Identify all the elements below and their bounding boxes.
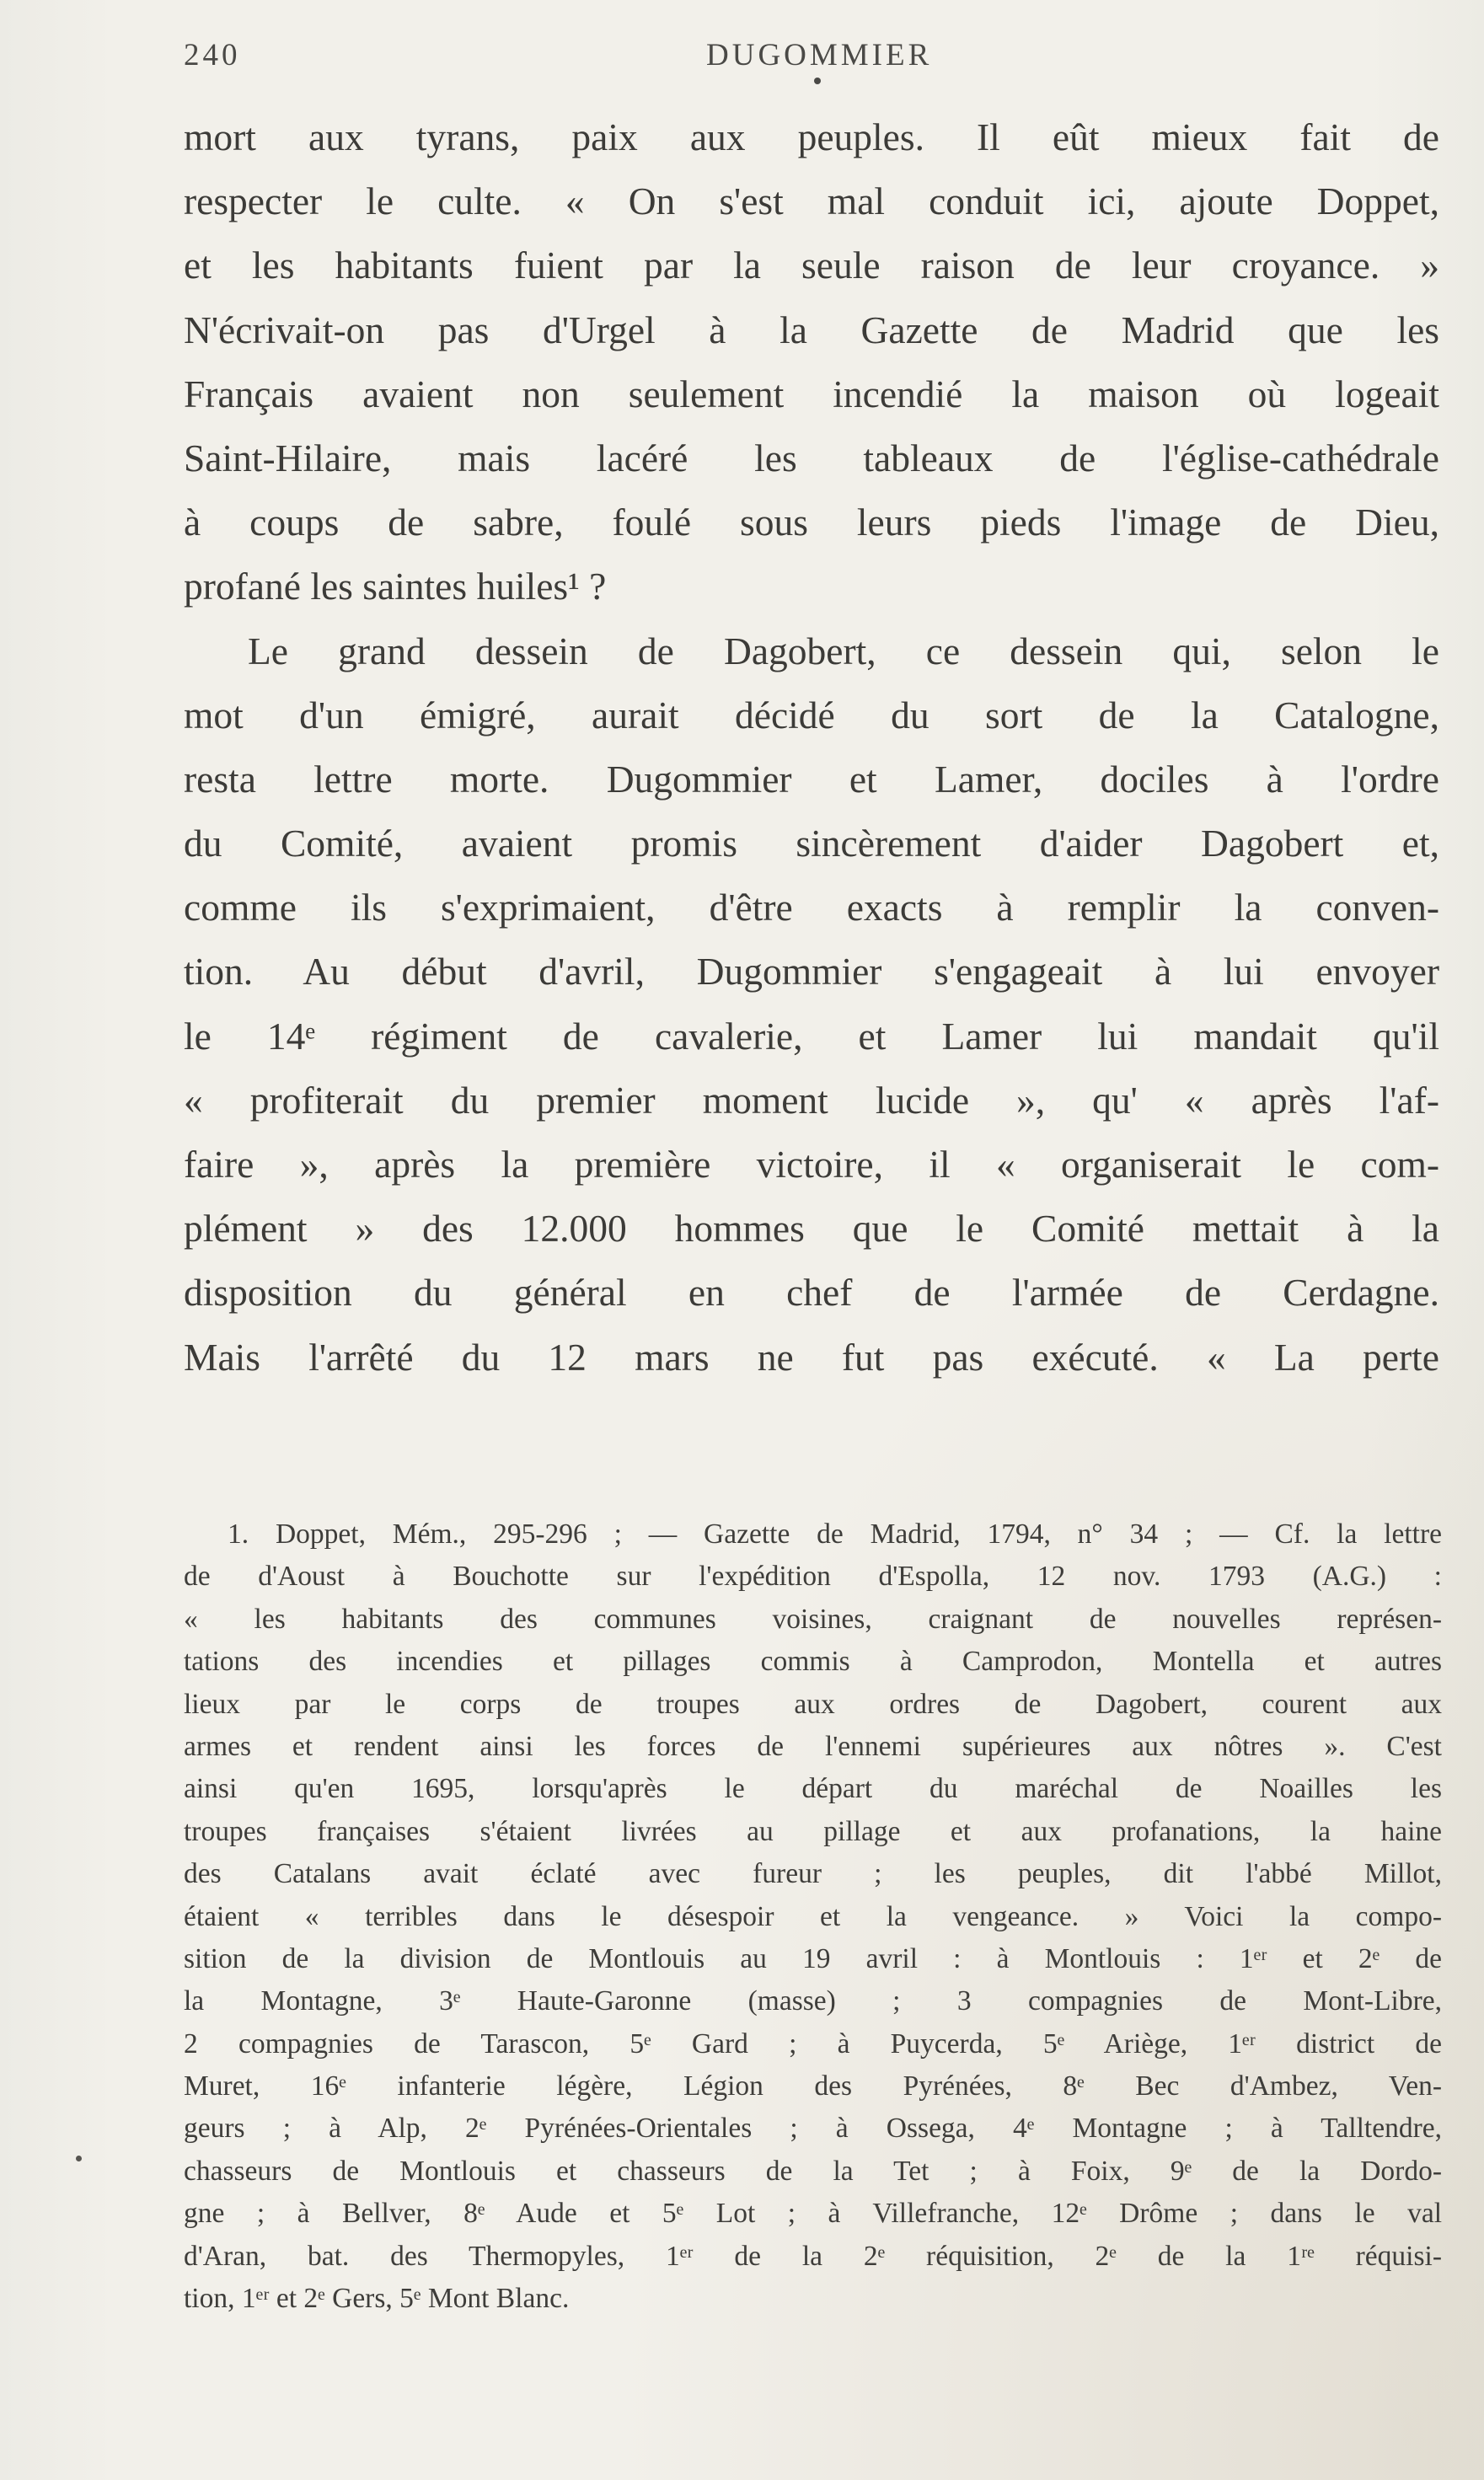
printer-dot (814, 78, 821, 84)
body-line: faire », après la première victoire, il « organiserait le com- (184, 1143, 1439, 1186)
running-title: DUGOMMIER (706, 38, 933, 72)
footnote-line: 2 compagnies de Tarascon, 5ᵉ Gard ; à Puycerda, 5ᵉ Ariège, 1ᵉʳ district de (184, 2027, 1442, 2060)
footnote-line: d'Aran, bat. des Thermopyles, 1ᵉʳ de la 2ᵉ réquisition, 2ᵉ de la 1ʳᵉ réquisi- (184, 2240, 1442, 2272)
body-line: à coups de sabre, foulé sous leurs pieds l'image de Dieu, (184, 501, 1439, 544)
footnote-line: chasseurs de Montlouis et chasseurs de la Tet ; à Foix, 9ᵉ de la Dordo- (184, 2155, 1442, 2187)
footnotes (184, 1513, 1442, 2320)
body-line: « profiterait du premier moment lucide », qu' « après l'af- (184, 1078, 1439, 1122)
body-line: disposition du général en chef de l'armée de Cerdagne. (184, 1271, 1439, 1315)
body-line: Le grand dessein de Dagobert, ce dessein qui, selon le (248, 629, 1439, 672)
footnote-line: Muret, 16ᵉ infanterie légère, Légion des Pyrénées, 8ᵉ Bec d'Ambez, Ven- (184, 2070, 1442, 2102)
body-line: et les habitants fuient par la seule raison de leur croyance. » (184, 244, 1439, 287)
main-text (184, 105, 1439, 1390)
footnote-line: troupes françaises s'étaient livrées au pillage et aux profanations, la haine (184, 1815, 1442, 1847)
body-line: profané les saintes huiles¹ ? (184, 565, 607, 608)
margin-speck (76, 2156, 82, 2161)
body-line: N'écrivait-on pas d'Urgel à la Gazette de Madrid que les (184, 308, 1439, 351)
body-line: Français avaient non seulement incendié la maison où logeait (184, 372, 1439, 415)
body-line: Saint-Hilaire, mais lacéré les tableaux de l'église-cathédrale (184, 436, 1439, 479)
body-line: mort aux tyrans, paix aux peuples. Il eût mieux fait de (184, 115, 1439, 158)
footnote-line: de d'Aoust à Bouchotte sur l'expédition d'Espolla, 12 nov. 1793 (A.G.) : (184, 1561, 1442, 1593)
footnote-line: geurs ; à Alp, 2ᵉ Pyrénées-Orientales ; à Ossega, 4ᵉ Montagne ; à Talltendre, (184, 2113, 1442, 2145)
body-line: mot d'un émigré, aurait décidé du sort de la Catalogne, (184, 693, 1439, 737)
body-line: tion. Au début d'avril, Dugommier s'engageait à lui envoyer (184, 950, 1439, 994)
body-line: du Comité, avaient promis sincèrement d'aider Dagobert et, (184, 822, 1439, 865)
body-line: respecter le culte. « On s'est mal conduit ici, ajoute Doppet, (184, 179, 1439, 223)
body-line: Mais l'arrêté du 12 mars ne fut pas exécuté. « La perte (184, 1335, 1439, 1379)
footnote-line: tion, 1ᵉʳ et 2ᵉ Gers, 5ᵉ Mont Blanc. (184, 2283, 570, 2315)
page-header (184, 32, 1431, 83)
footnote-line: sition de la division de Montlouis au 19 avril : à Montlouis : 1ᵉʳ et 2ᵉ de (184, 1942, 1442, 1974)
footnote-line: « les habitants des communes voisines, craignant de nouvelles représen- (184, 1603, 1442, 1635)
footnote-line: tations des incendies et pillages commis à Camprodon, Montella et autres (184, 1646, 1442, 1678)
page-number: 240 (184, 38, 241, 72)
footnote-line: ainsi qu'en 1695, lorsqu'après le départ du maréchal de Noailles les (184, 1773, 1442, 1805)
footnote-line: des Catalans avait éclaté avec fureur ; les peuples, dit l'abbé Millot, (184, 1858, 1442, 1890)
footnote-line: 1. Doppet, Mém., 295-296 ; — Gazette de Madrid, 1794, n° 34 ; — Cf. la lettre (228, 1519, 1442, 1550)
footnote-line: lieux par le corps de troupes aux ordres de Dagobert, courent aux (184, 1688, 1442, 1720)
footnote-line: la Montagne, 3ᵉ Haute-Garonne (masse) ; 3 compagnies de Mont-Libre, (184, 1985, 1442, 2017)
footnote-line: étaient « terribles dans le désespoir et la vengeance. » Voici la compo- (184, 1900, 1442, 1932)
footnote-line: gne ; à Bellver, 8ᵉ Aude et 5ᵉ Lot ; à Villefranche, 12ᵉ Drôme ; dans le val (184, 2198, 1442, 2230)
body-line: plément » des 12.000 hommes que le Comité mettait à la (184, 1207, 1439, 1251)
body-line: resta lettre morte. Dugommier et Lamer, dociles à l'ordre (184, 757, 1439, 801)
body-line: le 14ᵉ régiment de cavalerie, et Lamer lui mandait qu'il (184, 1014, 1439, 1058)
footnote-line: armes et rendent ainsi les forces de l'ennemi supérieures aux nôtres ». C'est (184, 1730, 1442, 1762)
body-line: comme ils s'exprimaient, d'être exacts à remplir la conven- (184, 886, 1439, 929)
